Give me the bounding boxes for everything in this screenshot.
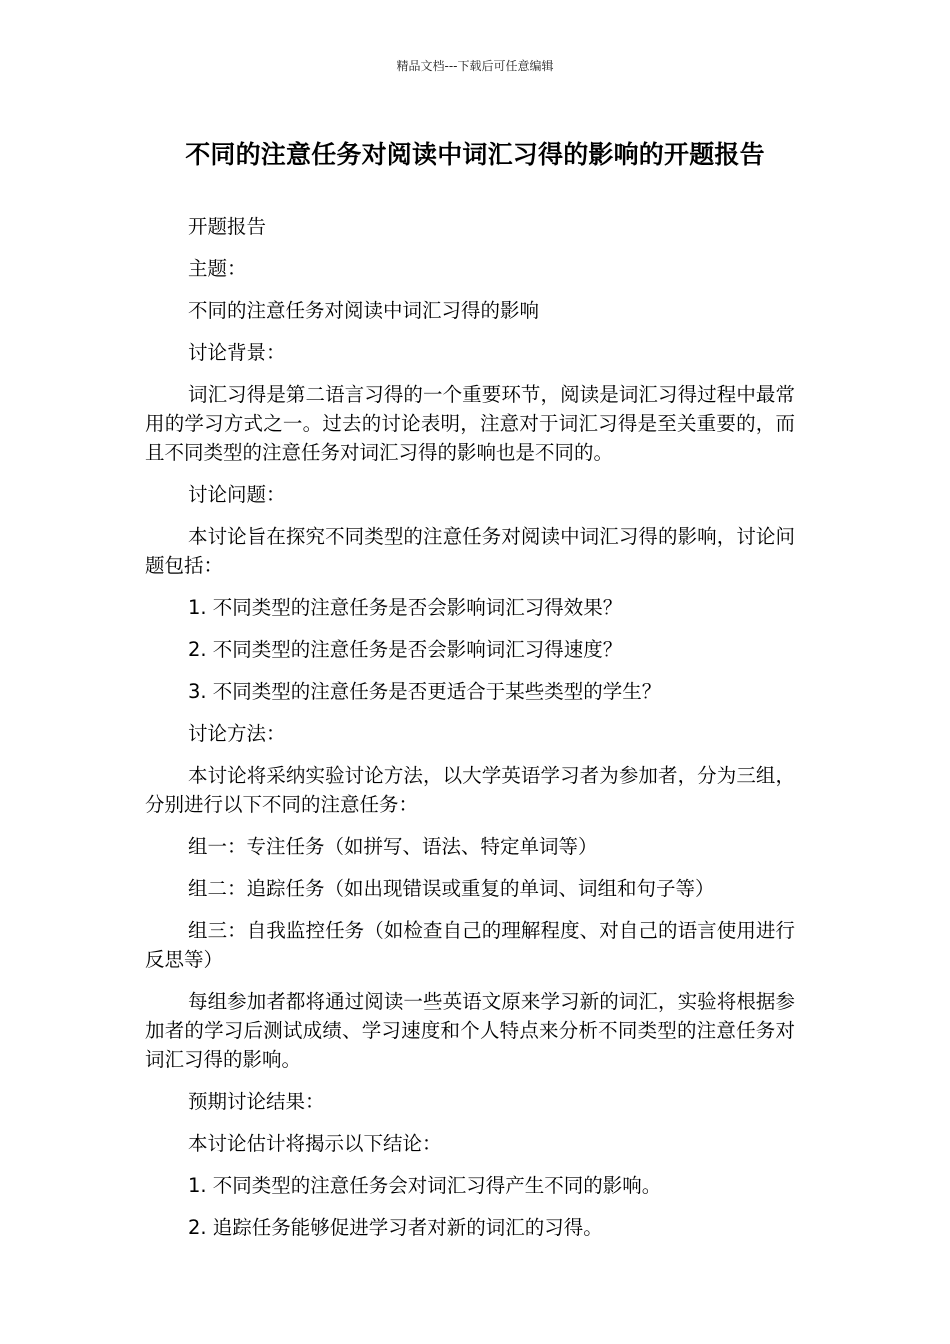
list-item: 组二：追踪任务（如出现错误或重复的单词、词组和句子等）	[188, 877, 715, 900]
paragraph: 本讨论将采纳实验讨论方法，以大学英语学习者为参加者，分为三组，分别进行以下不同的注意任务：	[145, 764, 795, 816]
list-item: 2. 不同类型的注意任务是否会影响词汇习得速度？	[188, 638, 623, 661]
paragraph: 词汇习得是第二语言习得的一个重要环节，阅读是词汇习得过程中最常用的学习方式之一。过去的讨论表明，注意对于词汇习得是至关重要的，而且不同类型的注意任务对词汇习得的影响也是不同的。	[145, 383, 795, 464]
paragraph: 讨论方法：	[188, 722, 286, 745]
paragraph: 主题：	[188, 257, 247, 280]
paragraph: 开题报告	[188, 215, 267, 238]
document-body	[145, 212, 795, 1255]
list-item: 组三：自我监控任务（如检查自己的理解程度、对自己的语言使用进行反思等）	[145, 919, 795, 971]
header-note: 精品文档---下载后可任意编辑	[396, 59, 554, 73]
list-item: 1. 不同类型的注意任务是否会影响词汇习得效果？	[188, 596, 623, 619]
paragraph: 讨论问题：	[188, 483, 286, 506]
list-item: 组一：专注任务（如拼写、语法、特定单词等）	[188, 835, 598, 858]
paragraph: 讨论背景：	[188, 341, 286, 364]
paragraph: 本讨论旨在探究不同类型的注意任务对阅读中词汇习得的影响，讨论问题包括：	[145, 525, 795, 577]
list-item: 2. 追踪任务能够促进学习者对新的词汇的习得。	[188, 1216, 603, 1239]
document-title: 不同的注意任务对阅读中词汇习得的影响的开题报告	[185, 140, 765, 169]
list-item: 3. 不同类型的注意任务是否更适合于某些类型的学生？	[188, 680, 662, 703]
list-item: 1. 不同类型的注意任务会对词汇习得产生不同的影响。	[188, 1174, 662, 1197]
paragraph: 不同的注意任务对阅读中词汇习得的影响	[188, 299, 540, 322]
paragraph: 本讨论估计将揭示以下结论：	[188, 1132, 442, 1155]
paragraph: 预期讨论结果：	[188, 1090, 325, 1113]
paragraph: 每组参加者都将通过阅读一些英语文原来学习新的词汇，实验将根据参加者的学习后测试成绩、学习速度和个人特点来分析不同类型的注意任务对词汇习得的影响。	[145, 990, 795, 1071]
